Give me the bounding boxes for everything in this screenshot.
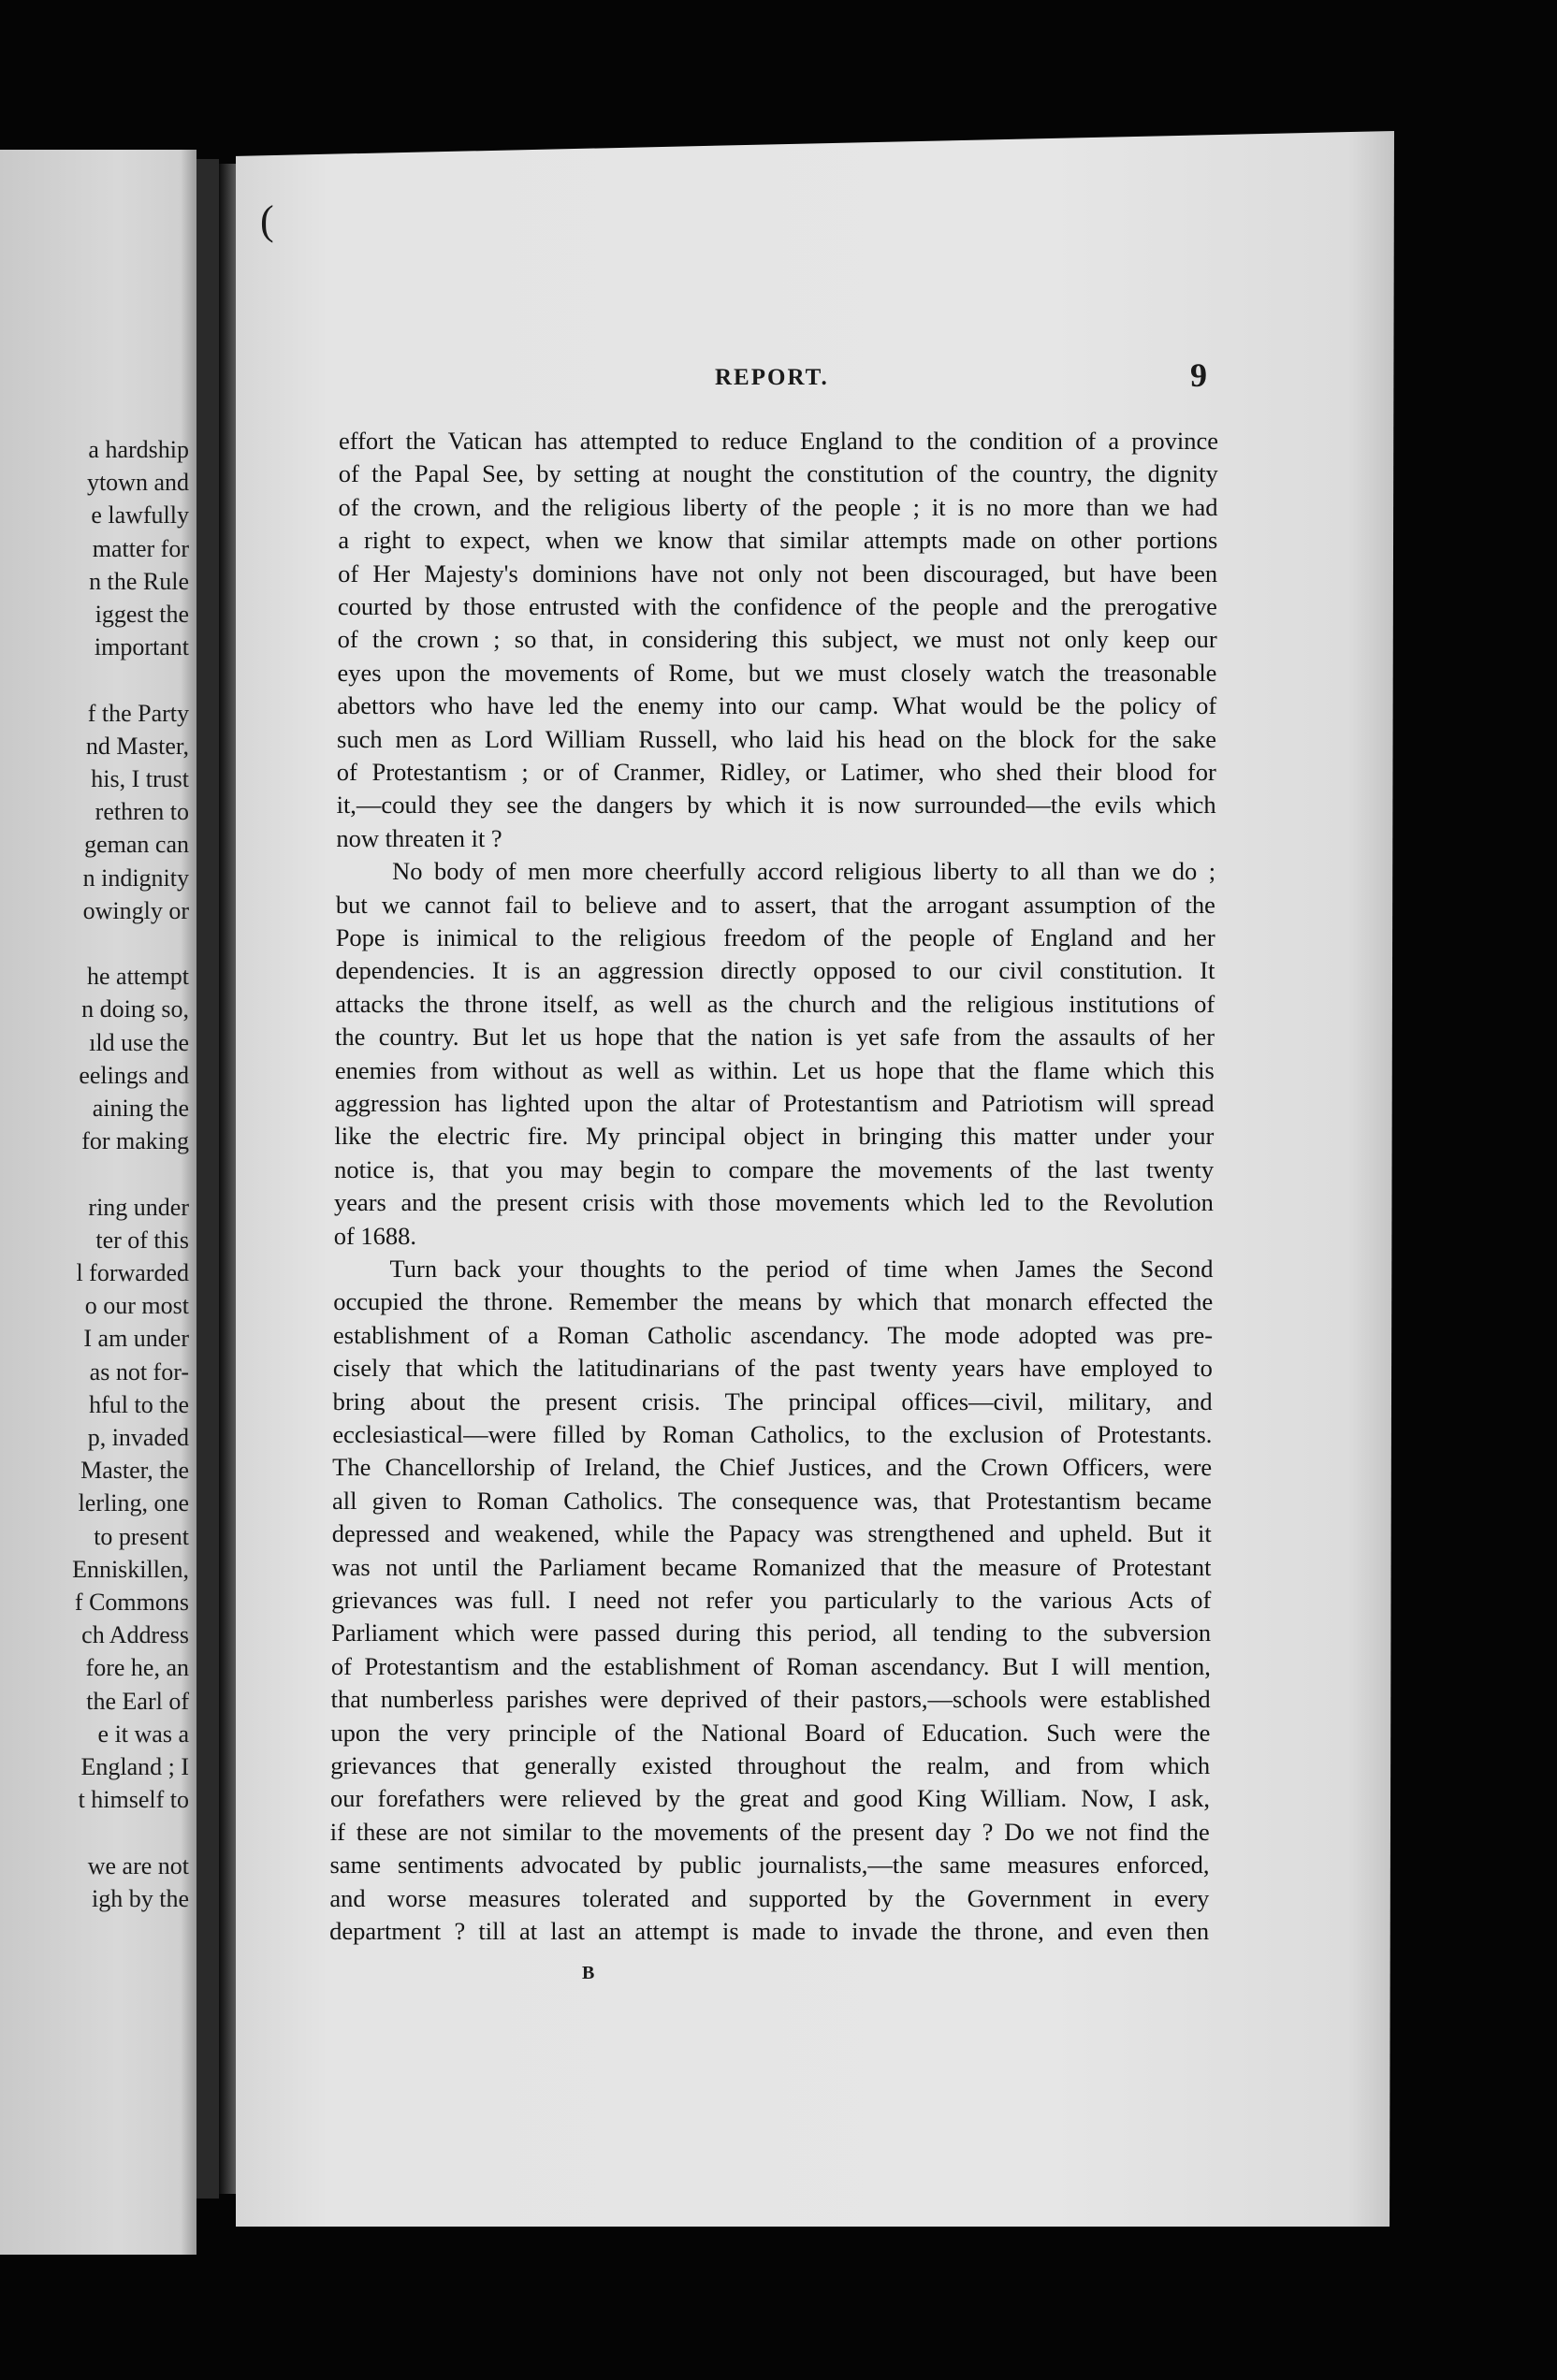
text-line: the country. But let us hope that the nation is yet safe from the assaults of her <box>335 1023 1215 1052</box>
text-line: notice is, that you may begin to compare the movements of the last twenty <box>334 1154 1215 1183</box>
text-line: now threaten it ? <box>336 823 502 852</box>
left-page-line: owingly or <box>82 896 189 924</box>
left-page-line: f Commons <box>74 1589 189 1616</box>
text-line: dependencies. It is an aggression directly opposed to our civil constitution. It <box>335 956 1215 985</box>
left-page-line: ring under <box>88 1193 189 1221</box>
left-page-line: n the Rule <box>89 567 189 595</box>
left-facing-page <box>0 150 196 2255</box>
left-page-line: f the Party <box>87 699 189 727</box>
left-page-line: nd Master, <box>85 732 189 760</box>
left-page-line: important <box>94 633 189 661</box>
left-page-line: England ; I <box>80 1753 189 1780</box>
text-line: was not until the Parliament became Romanized that the measure of Protestant <box>331 1552 1212 1581</box>
text-line: eyes upon the movements of Rome, but we must closely watch the treasonable <box>337 658 1217 687</box>
left-page-line: aining the <box>92 1095 189 1122</box>
left-page-line: l forwarded <box>76 1259 189 1286</box>
text-line: enemies from without as well as within. Let us hope that the flame which this <box>334 1055 1215 1084</box>
left-page-line: I am under <box>83 1325 189 1353</box>
text-line: it,—could they see the dangers by which it is now surrounded—the evils which <box>336 791 1216 820</box>
left-page-line: Enniskillen, <box>72 1555 189 1583</box>
left-page-line: to present <box>94 1522 189 1550</box>
text-line: bring about the present crisis. The principal offices—civil, military, and <box>332 1386 1213 1415</box>
text-line: courted by those entrusted with the confidence of the people and the prerogative <box>337 592 1217 620</box>
text-line: of Her Majesty's dominions have not only not been discouraged, but have been <box>338 559 1218 588</box>
text-line: Parliament which were passed during this period, all tending to the subversion <box>331 1618 1212 1647</box>
text-line: if these are not similar to the movements of the present day ? Do we not find the <box>329 1817 1210 1846</box>
left-page-line: the Earl of <box>86 1687 189 1715</box>
left-page-line: fore he, an <box>85 1654 189 1682</box>
left-page-line: e lawfully <box>91 501 189 530</box>
left-page-line: hful to the <box>89 1390 189 1418</box>
text-line: cisely that which the latitudinarians of the past twenty years have employed to <box>332 1354 1213 1383</box>
left-page-line: lerling, one <box>78 1489 189 1517</box>
left-page-line: igh by the <box>92 1884 189 1912</box>
left-page-line: ter of this <box>95 1226 189 1254</box>
text-line: depressed and weakened, while the Papacy was strengthened and upheld. But it <box>331 1519 1212 1548</box>
left-page-line: ytown and <box>86 469 189 497</box>
left-page-line: geman can <box>84 831 189 859</box>
left-page-line: for making <box>81 1127 189 1155</box>
text-line: of Protestantism and the establishment of Roman ascendancy. But I will mention, <box>330 1651 1211 1680</box>
margin-mark: ( <box>260 197 274 243</box>
text-line: grievances was full. I need not refer you particularly to the various Acts of <box>331 1586 1212 1614</box>
text-line: of 1688. <box>333 1221 417 1250</box>
text-line: Turn back your thoughts to the period of time when James the Second <box>389 1255 1214 1283</box>
text-line: our forefathers were relieved by the great and good King William. Now, I ask, <box>329 1784 1210 1813</box>
text-line: attacks the throne itself, as well as the church and the religious institutions of <box>335 989 1215 1018</box>
text-line: aggression has lighted upon the altar of Protestantism and Patriotism will spread <box>334 1089 1215 1117</box>
text-line: but we cannot fail to believe and to assert, that the arrogant assumption of the <box>335 890 1215 919</box>
text-line: a right to expect, when we know that similar attempts made on other portions <box>338 526 1218 555</box>
page-number: 9 <box>1190 356 1207 394</box>
text-line: The Chancellorship of Ireland, the Chief Justices, and the Crown Officers, were <box>332 1453 1213 1482</box>
left-page-line: n indignity <box>82 863 189 892</box>
text-line: of the Papal See, by setting at nought the constitution of the country, the dignity <box>338 459 1218 488</box>
left-page-line: his, I trust <box>91 765 189 792</box>
book-gutter <box>196 159 219 2199</box>
text-line: upon the very principle of the National Board of Education. Such were the <box>330 1718 1211 1747</box>
left-page-line: Master, the <box>80 1457 189 1485</box>
text-line: such men as Lord William Russell, who laid his head on the block for the sake <box>337 724 1217 753</box>
left-page-line: e it was a <box>97 1720 189 1748</box>
left-page-line: we are not <box>87 1851 189 1879</box>
left-page-line: as not for- <box>89 1357 189 1386</box>
left-page-line: rethren to <box>95 798 189 826</box>
left-page-line: iggest the <box>95 601 189 628</box>
text-line: that numberless parishes were deprived of their pastors,—schools were established <box>330 1685 1211 1714</box>
left-page-line: n doing so, <box>81 995 189 1023</box>
left-page-line: eelings and <box>79 1061 189 1089</box>
text-line: department ? till at last an attempt is made to invade the throne, and even then <box>329 1917 1210 1945</box>
left-page-line: matter for <box>92 534 189 562</box>
signature-mark: B <box>582 1963 595 1983</box>
text-line: and worse measures tolerated and supported by the Government in every <box>329 1883 1210 1912</box>
text-line: No body of men more cheerfully accord religious liberty to all than we do ; <box>392 857 1216 886</box>
text-line: occupied the throne. Remember the means by which that monarch effected the <box>333 1287 1214 1316</box>
text-line: effort the Vatican has attempted to reduce England to the condition of a province <box>339 427 1218 455</box>
text-line: abettors who have led the enemy into our camp. What would be the policy of <box>337 691 1217 720</box>
left-page-line: he attempt <box>86 963 189 991</box>
text-line: grievances that generally existed throughout the realm, and from which <box>330 1751 1211 1779</box>
text-line: like the electric fire. My principal object in bringing this matter under your <box>334 1122 1215 1151</box>
text-line: all given to Roman Catholics. The consequence was, that Protestantism became <box>331 1486 1212 1515</box>
text-line: of the crown ; so that, in considering this subject, we must not only keep our <box>337 625 1217 654</box>
text-line: years and the present crisis with those movements which led to the Revolution <box>333 1188 1214 1217</box>
left-page-line: ch Address <box>81 1621 189 1649</box>
text-line: of the crown, and the religious liberty of the people ; it is no more than we had <box>338 492 1218 521</box>
left-page-line: ıld use the <box>89 1028 189 1056</box>
text-line: Pope is inimical to the religious freedom of the people of England and her <box>335 923 1215 951</box>
text-line: same sentiments advocated by public journalists,—the same measures enforced, <box>329 1850 1210 1879</box>
left-page-line: p, invaded <box>87 1424 189 1451</box>
text-line: ecclesiastical—were filled by Roman Catholics, to the exclusion of Protestants. <box>332 1420 1213 1448</box>
left-page-line: t himself to <box>78 1786 189 1814</box>
text-line: establishment of a Roman Catholic ascendancy. The mode adopted was pre- <box>333 1320 1214 1349</box>
left-page-line: a hardship <box>88 436 189 463</box>
text-line: of Protestantism ; or of Cranmer, Ridley, or Latimer, who shed their blood for <box>336 758 1216 786</box>
left-page-line: o our most <box>84 1292 189 1320</box>
running-header: REPORT. <box>715 365 829 390</box>
